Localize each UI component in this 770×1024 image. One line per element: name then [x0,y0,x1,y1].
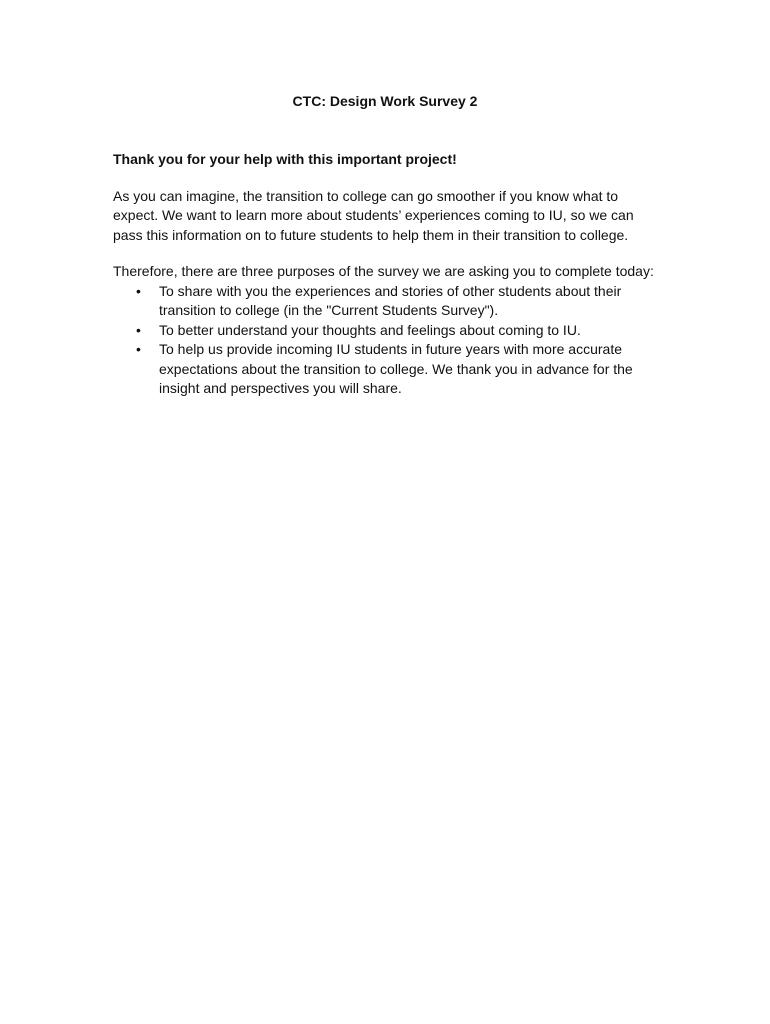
purpose-intro: Therefore, there are three purposes of the survey we are asking you to complete today: [113,263,654,279]
document-title: CTC: Design Work Survey 2 [292,93,478,109]
bullet-icon: • [136,283,141,299]
purpose-item [113,321,653,340]
purpose-text: To share with you the experiences and stories of other students about their transition to college (in the "Current Students Survey"). [159,283,622,319]
intro-paragraph: As you can imagine, the transition to college can go smoother if you know what to expect. We want to learn more about students’ experiences coming to IU, so we can pass this information on to future students to help them in their transition to college. [113,188,634,243]
purpose-text: To better understand your thoughts and feelings about coming to IU. [159,321,581,338]
bullet-icon: • [136,341,141,358]
purpose-text: To help us provide incoming IU students in future years with more accurate expectations about the transition to college. We thank you in advance for the insight and perspectives you will share. [159,341,633,397]
purpose-item [113,340,653,398]
purpose-item [113,282,653,321]
purpose-list [113,282,653,398]
bullet-icon: • [136,321,141,338]
thanks-heading: Thank you for your help with this important project! [113,151,457,167]
